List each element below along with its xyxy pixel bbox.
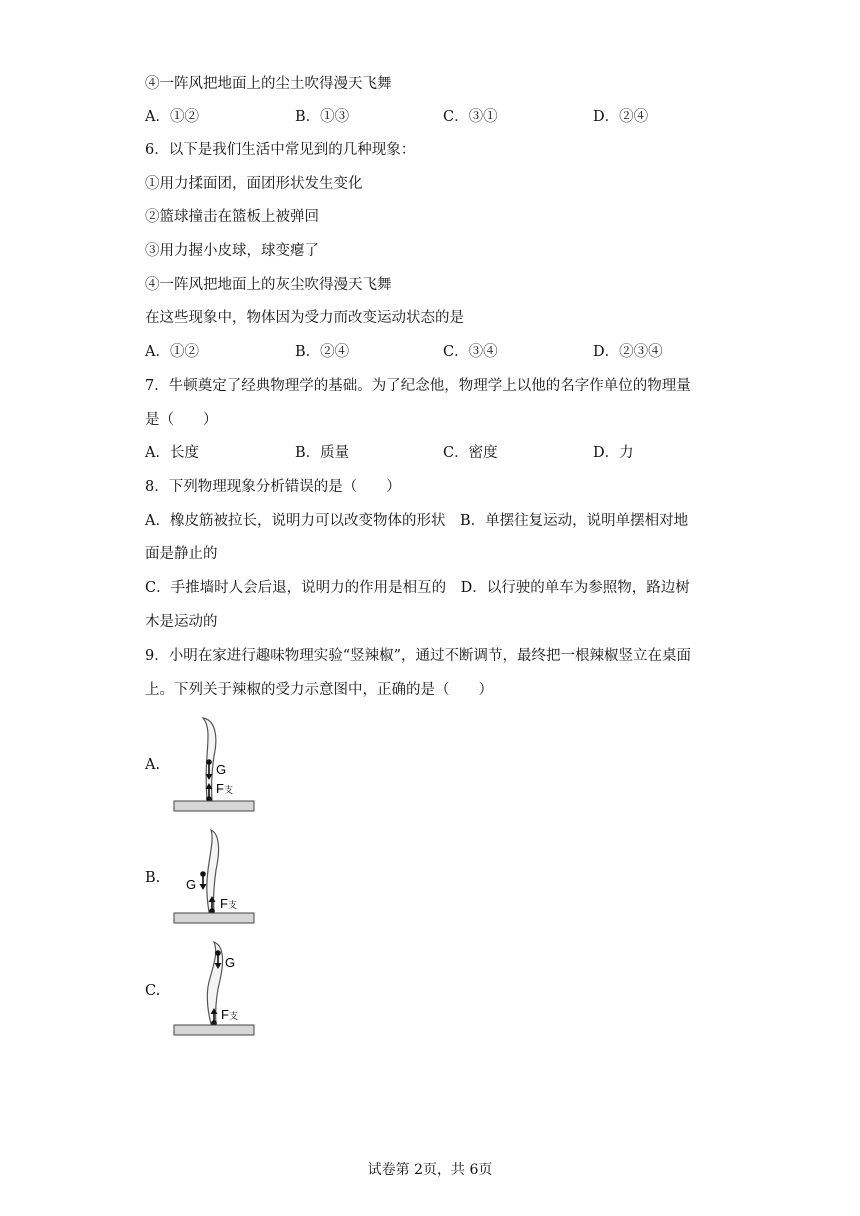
q8-options-line1[interactable]: A．橡皮筋被拉长，说明力可以改变物体的形状 B．单摆往复运动，说明单摆相对地 — [145, 513, 689, 529]
gravity-point — [206, 759, 212, 765]
q7-option-a[interactable]: A．长度 — [145, 445, 199, 461]
support-label: F支 — [216, 781, 233, 796]
q5-item-4: ④一阵风把地面上的尘土吹得漫天飞舞 — [145, 76, 392, 92]
q6-item-1: ①用力揉面团，面团形状发生变化 — [145, 176, 363, 192]
table-surface — [174, 1025, 254, 1035]
q6-item-3: ③用力握小皮球，球变瘪了 — [145, 243, 319, 259]
q7-stem-line2: 是（ ） — [145, 412, 218, 428]
q8-options-line2: 面是静止的 — [145, 546, 218, 562]
q9-option-c-label[interactable]: C. — [145, 983, 161, 999]
q6-option-c[interactable]: C．③④ — [443, 344, 498, 360]
q9-figure-a[interactable] — [170, 716, 260, 812]
q6-option-b[interactable]: B．②④ — [295, 344, 350, 360]
gravity-point — [215, 950, 221, 956]
q9-option-b-label[interactable]: B. — [145, 870, 161, 886]
page-footer: 试卷第 2页，共 6页 — [367, 1162, 493, 1178]
q8-options-line3[interactable]: C．手推墙时人会后退，说明力的作用是相互的 D．以行驶的单车为参照物，路边树 — [145, 580, 690, 596]
q9-stem-line2: 上。下列关于辣椒的受力示意图中，正确的是（ ） — [145, 682, 493, 698]
q7-options — [145, 443, 745, 463]
q7-option-b[interactable]: B．质量 — [295, 445, 350, 461]
q9-option-a-label[interactable]: A. — [145, 757, 161, 773]
q9-figure-c[interactable] — [170, 940, 260, 1036]
q6-question: 在这些现象中，物体因为受力而改变运动状态的是 — [145, 310, 464, 326]
support-label: F支 — [221, 1007, 238, 1022]
q6-stem: 6．以下是我们生活中常见到的几种现象： — [145, 142, 416, 158]
q5-option-a[interactable]: A．①② — [145, 109, 199, 125]
q6-option-a[interactable]: A．①② — [145, 344, 199, 360]
table-surface — [174, 913, 254, 923]
table-surface — [174, 801, 254, 811]
pepper-force-diagram-c — [170, 940, 260, 1036]
q7-stem-line1: 7．牛顿奠定了经典物理学的基础。为了纪念他，物理学上以他的名字作单位的物理量 — [145, 378, 691, 394]
q6-options — [145, 342, 745, 362]
q7-option-c[interactable]: C．密度 — [443, 445, 498, 461]
q5-option-b[interactable]: B．①③ — [295, 109, 350, 125]
gravity-arrowhead — [200, 884, 207, 890]
q9-stem-line1: 9．小明在家进行趣味物理实验“竖辣椒”，通过不断调节，最终把一根辣椒竖立在桌面 — [145, 648, 692, 664]
q5-options — [145, 107, 745, 127]
q8-options-line4: 木是运动的 — [145, 614, 218, 630]
gravity-label: G — [225, 955, 236, 970]
q6-item-4: ④一阵风把地面上的灰尘吹得漫天飞舞 — [145, 277, 392, 293]
q8-stem: 8．下列物理现象分析错误的是（ ） — [145, 479, 401, 495]
q7-option-d[interactable]: D．力 — [593, 445, 634, 461]
support-label: F支 — [220, 896, 237, 911]
pepper-force-diagram-a — [170, 716, 260, 812]
q5-option-c[interactable]: C．③① — [443, 109, 498, 125]
gravity-point — [200, 871, 206, 877]
q6-option-d[interactable]: D．②③④ — [593, 344, 663, 360]
pepper-force-diagram-b — [170, 828, 260, 924]
q5-option-d[interactable]: D．②④ — [593, 109, 649, 125]
gravity-label: G — [216, 762, 227, 777]
q6-item-2: ②篮球撞击在篮板上被弹回 — [145, 209, 319, 225]
q9-figure-b[interactable] — [170, 828, 260, 924]
gravity-label: G — [186, 877, 197, 892]
